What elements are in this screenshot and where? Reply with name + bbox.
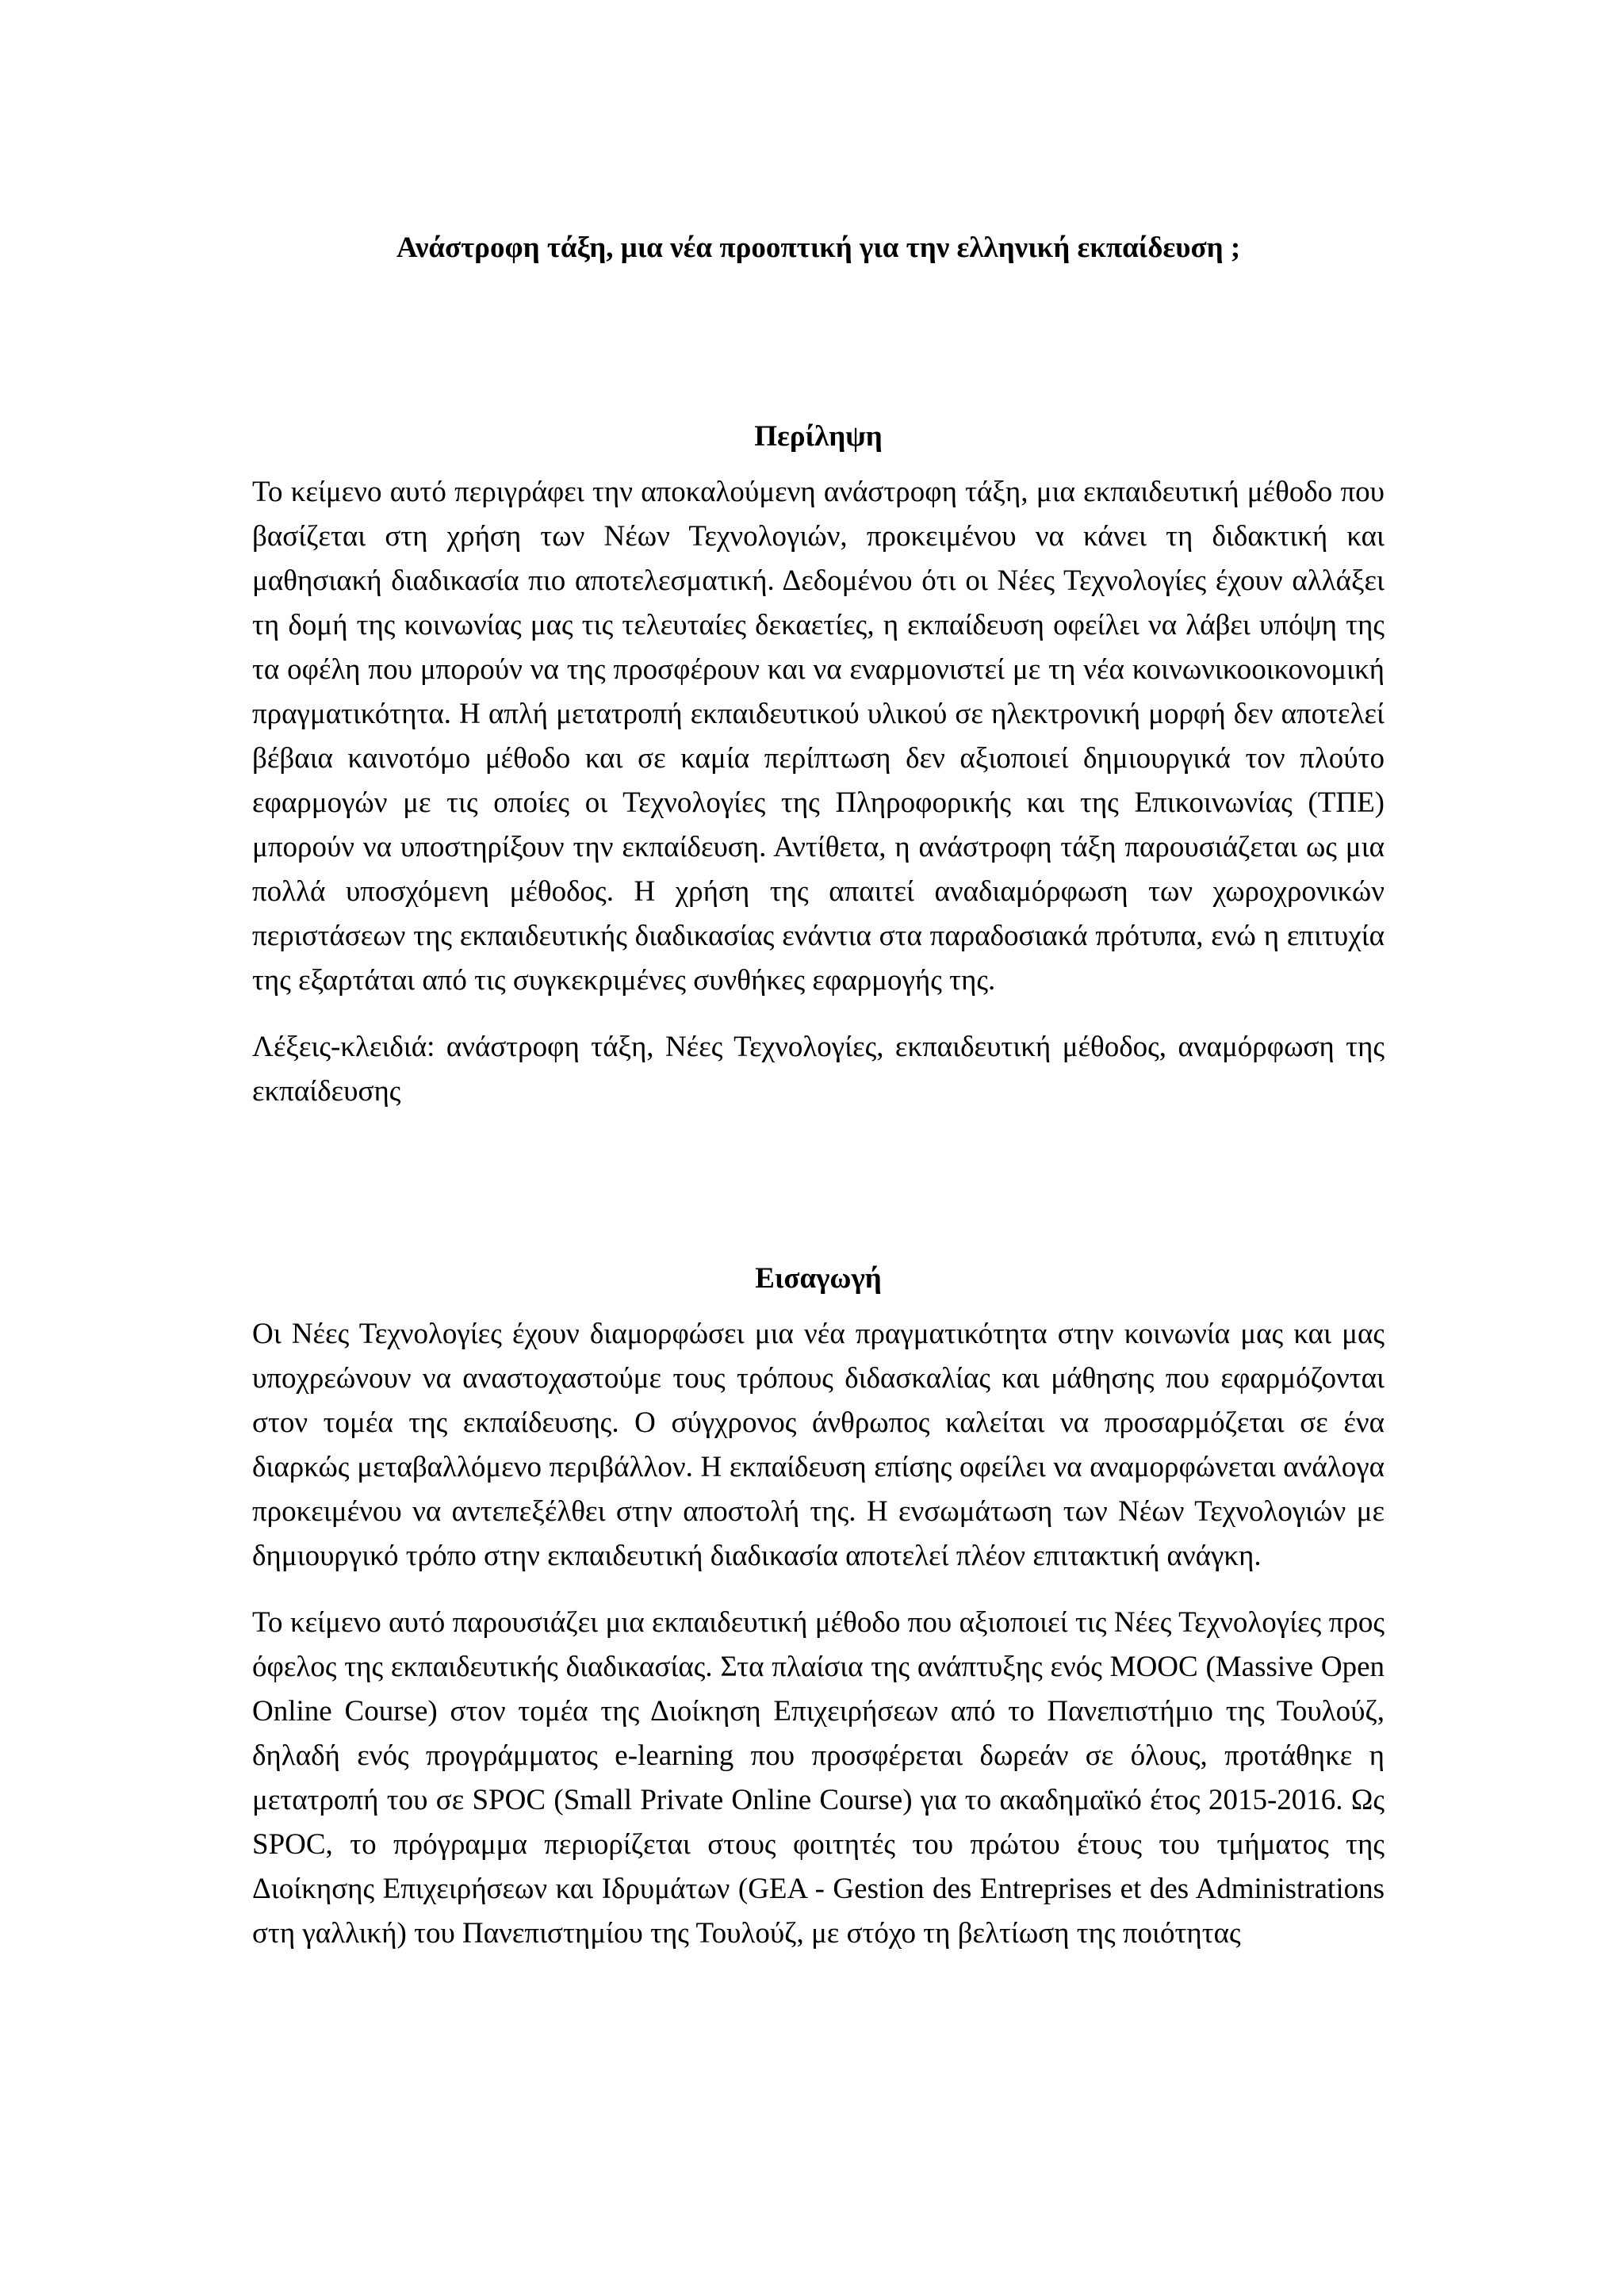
introduction-heading: Εισαγωγή [755,1262,882,1295]
document-content [252,226,1385,1956]
spacer [252,1578,1385,1601]
introduction-paragraph: Οι Νέες Τεχνολογίες έχουν διαμορφώσει μια νέα πραγματικότητα στην κοινωνία μας και μας υποχρεώνουν να αναστοχαστούμε τους τρόπους διδασκαλίας και μάθησης που εφαρμόζονται στον τομέα της εκπαίδευσης. Ο σύγχρονος άνθρωπος καλείται να προσαρμόζεται σε ένα διαρκώς μεταβαλλόμενο περιβάλλον. Η εκπαίδευση επίσης οφείλει να αναμορφώνεται ανάλογα προκειμένου να αντεπεξέλθει στην αποστολή της. Η ενσωμάτωση των Νέων Τεχνολογιών με δημιουργικό τρόπο στην εκπαιδευτική διαδικασία αποτελεί πλέον επιτακτική ανάγκη. [252,1318,1385,1572]
abstract-paragraph: Το κείμενο αυτό περιγράφει την αποκαλούμενη ανάστροφη τάξη, μια εκπαιδευτική μέθοδο που βασίζεται στη χρήση των Νέων Τεχνολογιών, προκειμένου να κάνει τη διδακτική και μαθησιακή διαδικασία πιο αποτελεσματική. Δεδομένου ότι οι Νέες Τεχνολογίες έχουν αλλάξει τη δομή της κοινωνίας μας τις τελευταίες δεκαετίες, η εκπαίδευση οφείλει να λάβει υπόψη της τα οφέλη που μπορούν να της προσφέρουν και να εναρμονιστεί με τη νέα κοινωνικοοικονομική πραγματικότητα. Η απλή μετατροπή εκπαιδευτικού υλικού σε ηλεκτρονική μορφή δεν αποτελεί βέβαια καινοτόμο μέθοδο και σε καμία περίπτωση δεν αξιοποιεί δημιουργικά τον πλούτο εφαρμογών με τις οποίες οι Τεχνολογίες της Πληροφορικής και της Επικοινωνίας (ΤΠΕ) μπορούν να υποστηρίξουν την εκπαίδευση. Αντίθετα, η ανάστροφη τάξη παρουσιάζεται ως μια πολλά υποσχόμενη μέθοδος. Η χρήση της απαιτεί αναδιαμόρφωση των χωροχρονικών περιστάσεων της εκπαιδευτικής διαδικασίας ενάντια στα παραδοσιακά πρότυπα, ενώ η επιτυχία της εξαρτάται από τις συγκεκριμένες συνθήκες εφαρμογής της. [252,476,1385,997]
introduction-paragraph: Το κείμενο αυτό παρουσιάζει μια εκπαιδευτική μέθοδο που αξιοποιεί τις Νέες Τεχνολογίες προς όφελος της εκπαιδευτικής διαδικασίας. Στα πλαίσια της ανάπτυξης ενός MOOC (Massive Open Online Course) στον τομέα της Διοίκηση Επιχειρήσεων από το Πανεπιστήμιο της Τουλούζ, δηλαδή ενός προγράμματος e-learning που προσφέρεται δωρεάν σε όλους, προτάθηκε η μετατροπή του σε SPOC (Small Private Online Course) για το ακαδημαϊκό έτος 2015-2016. Ως SPOC, το πρόγραμμα περιορίζεται στους φοιτητές του πρώτου έτους του τμήματος της Διοίκησης Επιχειρήσεων και Ιδρυμάτων (GEA - Gestion des Entreprises et des Administrations στη γαλλική) του Πανεπιστημίου της Τουλούζ, με στόχο τη βελτίωση της ποιότητας [252,1606,1385,1950]
document-title: Ανάστροφη τάξη, μια νέα προοπτική για την ελληνική εκπαίδευση ; [396,232,1241,264]
spacer [252,270,1385,415]
abstract-section [252,415,1385,1114]
keywords-paragraph: Λέξεις-κλειδιά: ανάστροφη τάξη, Νέες Τεχνολογίες, εκπαιδευτική μέθοδος, αναμόρφωση της εκπαίδευσης [252,1031,1385,1108]
spacer [252,1301,1385,1312]
spacer [252,1003,1385,1025]
spacer [252,459,1385,470]
abstract-heading: Περίληψη [754,420,883,453]
introduction-section [252,1257,1385,1956]
spacer [252,1114,1385,1257]
